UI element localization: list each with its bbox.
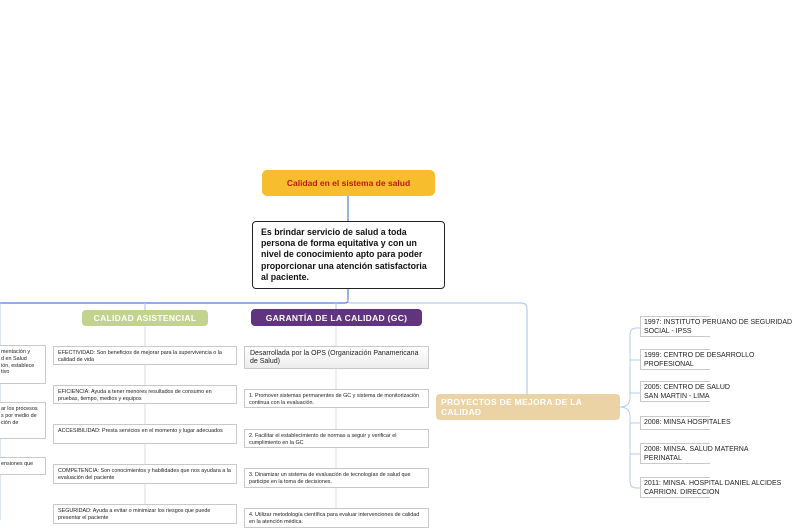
accesibilidad-item[interactable]: ACCESIBILIDAD: Presta servicios en el momento y lugar adecuados [53,424,237,444]
proyectos-mejora-topic[interactable]: PROYECTOS DE MEJORA DE LA CALIDAD [436,394,620,420]
proyecto-2011[interactable]: 2011: MINSA. HOSPITAL DANIEL ALCIDES CARRION. DIRECCION [640,477,710,498]
definition-node[interactable]: Es brindar servicio de salud a toda persona de forma equitativa y con un nivel de conocimiento apto para poder proporcionar una atención satisfactoria al paciente. [252,221,445,289]
left-partial-item[interactable]: ensiones que [0,457,46,475]
proyecto-2005[interactable]: 2005: CENTRO DE SALUD SAN MARTIN - LIMA [640,381,710,402]
left-partial-item[interactable]: ar los procesos s por medio de ción de [0,402,46,439]
proyecto-1997[interactable]: 1997: INSTITUTO PERUANO DE SEGURIDAD SOCIAL - IPSS [640,316,710,337]
proyecto-1999[interactable]: 1999: CENTRO DE DESARROLLO PROFESIONAL [640,349,710,370]
garantia-item-1[interactable]: 1. Promover sistemas permanentes de GC y sistema de monitorización continua con la evaluación. [244,389,429,408]
garantia-description[interactable]: Desarrollada por la OPS (Organización Panamericana de Salud) [244,346,429,369]
efectividad-item[interactable]: EFECTIVIDAD: Son beneficios de mejorar para la supervivencia o la calidad de vida [53,346,237,365]
seguridad-item[interactable]: SEGURIDAD: Ayuda a evitar o minimizar los riesgos que puede presentar el paciente [53,504,237,524]
garantia-item-3[interactable]: 3. Dinamizar un sistema de evaluación de tecnologías de salud que participe en la toma de decisiones. [244,468,429,488]
garantia-item-4[interactable]: 4. Utilizar metodología científica para evaluar intervenciones de calidad en la atención médica. [244,508,429,528]
garantia-item-2[interactable]: 2. Facilitar el establecimiento de normas a seguir y verificar el cumplimiento en la GC [244,429,429,448]
calidad-asistencial-topic[interactable]: CALIDAD ASISTENCIAL [82,310,208,326]
proyecto-2008-hospitales[interactable]: 2008: MINSA HOSPITALES [640,416,710,430]
eficiencia-item[interactable]: EFICIENCIA: Ayuda a tener menores resultados de consumo en pruebas, tiempo, medios y equipos [53,385,237,404]
left-partial-item[interactable]: mentación y d en Salud ión, establece tivo [0,345,46,384]
garantia-calidad-topic[interactable]: GARANTÍA DE LA CALIDAD (GC) [251,309,422,326]
root-topic[interactable]: Calidad en el sistema de salud [262,170,435,196]
competencia-item[interactable]: COMPETENCIA: Son conocimientos y habilidades que nos ayudara a la evaluación del paciente [53,464,237,484]
proyecto-2008-materna[interactable]: 2008: MINSA. SALUD MATERNA PERINATAL [640,443,710,464]
